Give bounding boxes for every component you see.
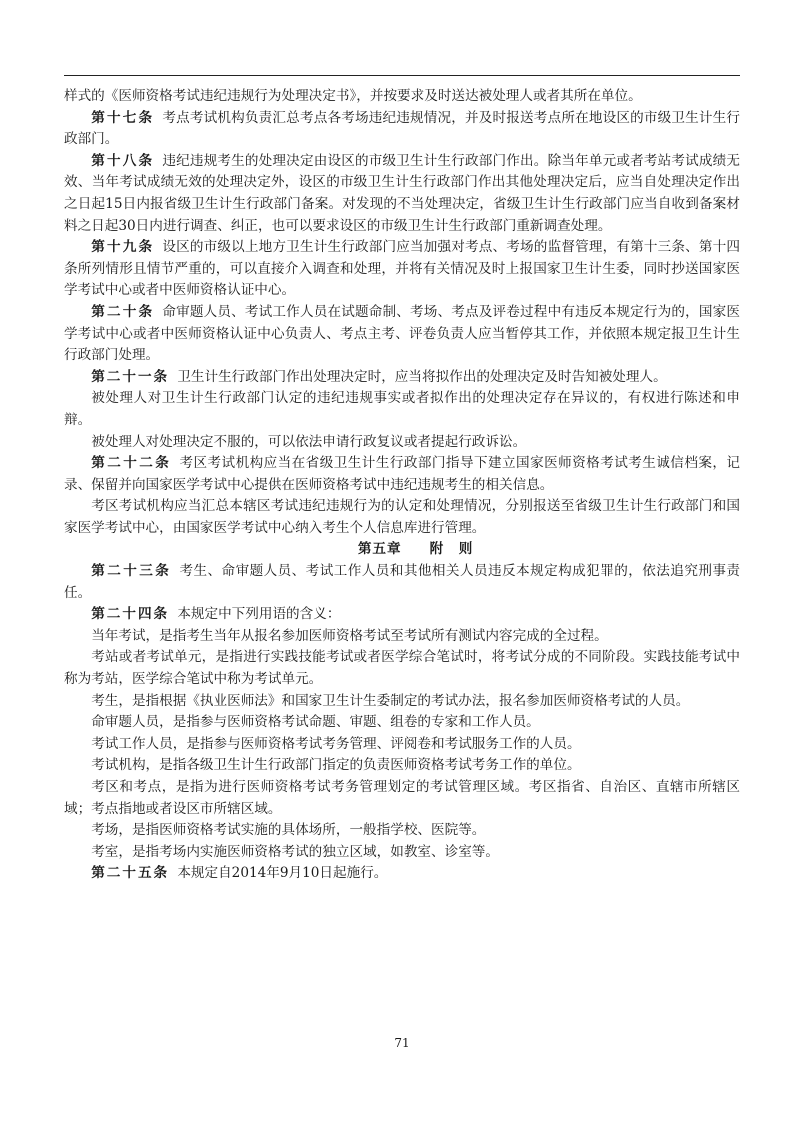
paragraph <box>64 237 740 302</box>
paragraph <box>64 691 740 713</box>
paragraph <box>64 108 740 151</box>
paragraph-text: 考室，是指考场内实施医师资格考试的独立区域，如教室、诊室等。 <box>91 843 499 860</box>
paragraph <box>64 734 740 756</box>
paragraph-text: 考试机构，是指各级卫生计生行政部门指定的负责医师资格考试考务工作的单位。 <box>91 757 581 774</box>
paragraph <box>64 561 740 604</box>
paragraph-text: 违纪违规考生的处理决定由设区的市级卫生计生行政部门作出。除当年单元或者考站考试成绩无效、当年考试成绩无效的处理决定外，设区的市级卫生计生行政部门作出其他处理决定后，应当自处理决定作出之日起15日内报省级卫生计生行政部门备案。对发现的不当处理决定，省级卫生计生行政部门应当自收到备案材料之日起30日内进行调查、纠正，也可以要求设区的市级卫生计生行政部门重新调查处理。 <box>64 152 741 234</box>
paragraph-text: 考站或者考试单元，是指进行实践技能考试或者医学综合笔试时，将考试分成的不同阶段。实践技能考试中称为考站，医学综合笔试中称为考试单元。 <box>64 649 740 688</box>
section-before-chapter <box>64 86 740 539</box>
paragraph-text: 考区和考点，是指为进行医师资格考试考务管理划定的考试管理区域。考区指省、自治区、直辖市所辖区域；考点指地或者设区市所辖区域。 <box>64 779 740 817</box>
article-number: 第二十五条 <box>91 865 170 882</box>
article-number: 第二十四条 <box>91 606 170 623</box>
paragraph <box>64 86 740 108</box>
paragraph-text: 考区考试机构应当在省级卫生计生行政部门指导下建立国家医师资格考试考生诚信档案，记录、保留并向国家医学考试中心提供在医师资格考试中违纪违规考生的相关信息。 <box>64 455 741 493</box>
chapter-label: 第五章 <box>357 541 402 558</box>
paragraph-text: 本规定中下列用语的含义： <box>177 606 341 623</box>
paragraph-text: 设区的市级以上地方卫生计生行政部门应当加强对考点、考场的监督管理，有第十三条、第十四条所列情形且情节严重的，可以直接介入调查和处理，并将有关情况及时上报国家卫生计生委，同时抄送国家医学考试中心或者中医师资格认证中心。 <box>64 239 741 299</box>
article-number: 第十九条 <box>91 239 155 256</box>
paragraph-text: 考生、命审题人员、考试工作人员和其他相关人员违反本规定构成犯罪的，依法追究刑事责任。 <box>64 563 741 601</box>
paragraph <box>64 604 740 626</box>
paragraph <box>64 647 740 690</box>
paragraph <box>64 863 740 885</box>
paragraph-text: 被处理人对卫生计生行政部门认定的违纪违规事实或者拟作出的处理决定存在异议的，有权进行陈述和申辩。 <box>64 390 740 428</box>
paragraph-text: 被处理人对处理决定不服的，可以依法申请行政复议或者提起行政诉讼。 <box>91 433 527 450</box>
paragraph <box>64 453 740 496</box>
paragraph <box>64 367 740 389</box>
document-page <box>64 0 740 1132</box>
paragraph-text: 命审题人员、考试工作人员在试题命制、考场、考点及评卷过程中有违反本规定行为的，国家医学考试中心或者中医师资格认证中心负责人、考点主考、评卷负责人应当暂停其工作，并依照本规定报卫生计生行政部门处理。 <box>64 303 741 364</box>
paragraph <box>64 820 740 842</box>
paragraph <box>64 712 740 734</box>
header-rule <box>64 75 740 76</box>
paragraph <box>64 842 740 864</box>
paragraph <box>64 496 740 539</box>
paragraph <box>64 388 740 431</box>
paragraph <box>64 302 740 367</box>
article-number: 第二十条 <box>91 303 155 320</box>
page-number: 71 <box>394 1036 410 1050</box>
paragraph-text: 当年考试，是指考生当年从报名参加医师资格考试至考试所有测试内容完成的全过程。 <box>91 627 608 644</box>
paragraph-text: 本规定自2014年9月10日起施行。 <box>177 865 388 882</box>
paragraph-text: 考点考试机构负责汇总考点各考场违纪违规情况，并及时报送考点所在地设区的市级卫生计生行政部门。 <box>64 109 741 148</box>
paragraph-text: 考场，是指医师资格考试实施的具体场所，一般指学校、医院等。 <box>91 822 486 839</box>
paragraph-text: 样式的《医师资格考试违纪违规行为处理决定书》，并按要求及时送达被处理人或者其所在单位。 <box>64 88 642 104</box>
paragraph-text: 卫生计生行政部门作出处理决定时，应当将拟作出的处理决定及时告知被处理人。 <box>177 368 667 385</box>
paragraph-text: 考试工作人员，是指参与医师资格考试考务管理、评阅卷和考试服务工作的人员。 <box>91 735 581 752</box>
chapter-heading <box>64 539 740 561</box>
paragraph <box>64 777 740 820</box>
article-number: 第二十二条 <box>91 455 172 472</box>
article-number: 第十七条 <box>91 109 155 126</box>
section-after-chapter <box>64 561 740 885</box>
document-body <box>64 86 740 885</box>
paragraph <box>64 432 740 454</box>
paragraph-text: 考区考试机构应当汇总本辖区考试违纪违规行为的认定和处理情况，分别报送至省级卫生计生行政部门和国家医学考试中心，由国家医学考试中心纳入考生个人信息库进行管理。 <box>64 498 740 536</box>
paragraph-text: 考生，是指根据《执业医师法》和国家卫生计生委制定的考试办法，报名参加医师资格考试的人员。 <box>91 692 690 709</box>
article-number: 第二十一条 <box>91 368 170 385</box>
paragraph <box>64 755 740 777</box>
article-number: 第二十三条 <box>91 563 172 580</box>
article-number: 第十八条 <box>91 152 155 169</box>
paragraph <box>64 626 740 648</box>
paragraph-text: 命审题人员，是指参与医师资格考试命题、审题、组卷的专家和工作人员。 <box>91 714 540 731</box>
paragraph <box>64 151 740 237</box>
chapter-title: 附 则 <box>429 541 474 558</box>
